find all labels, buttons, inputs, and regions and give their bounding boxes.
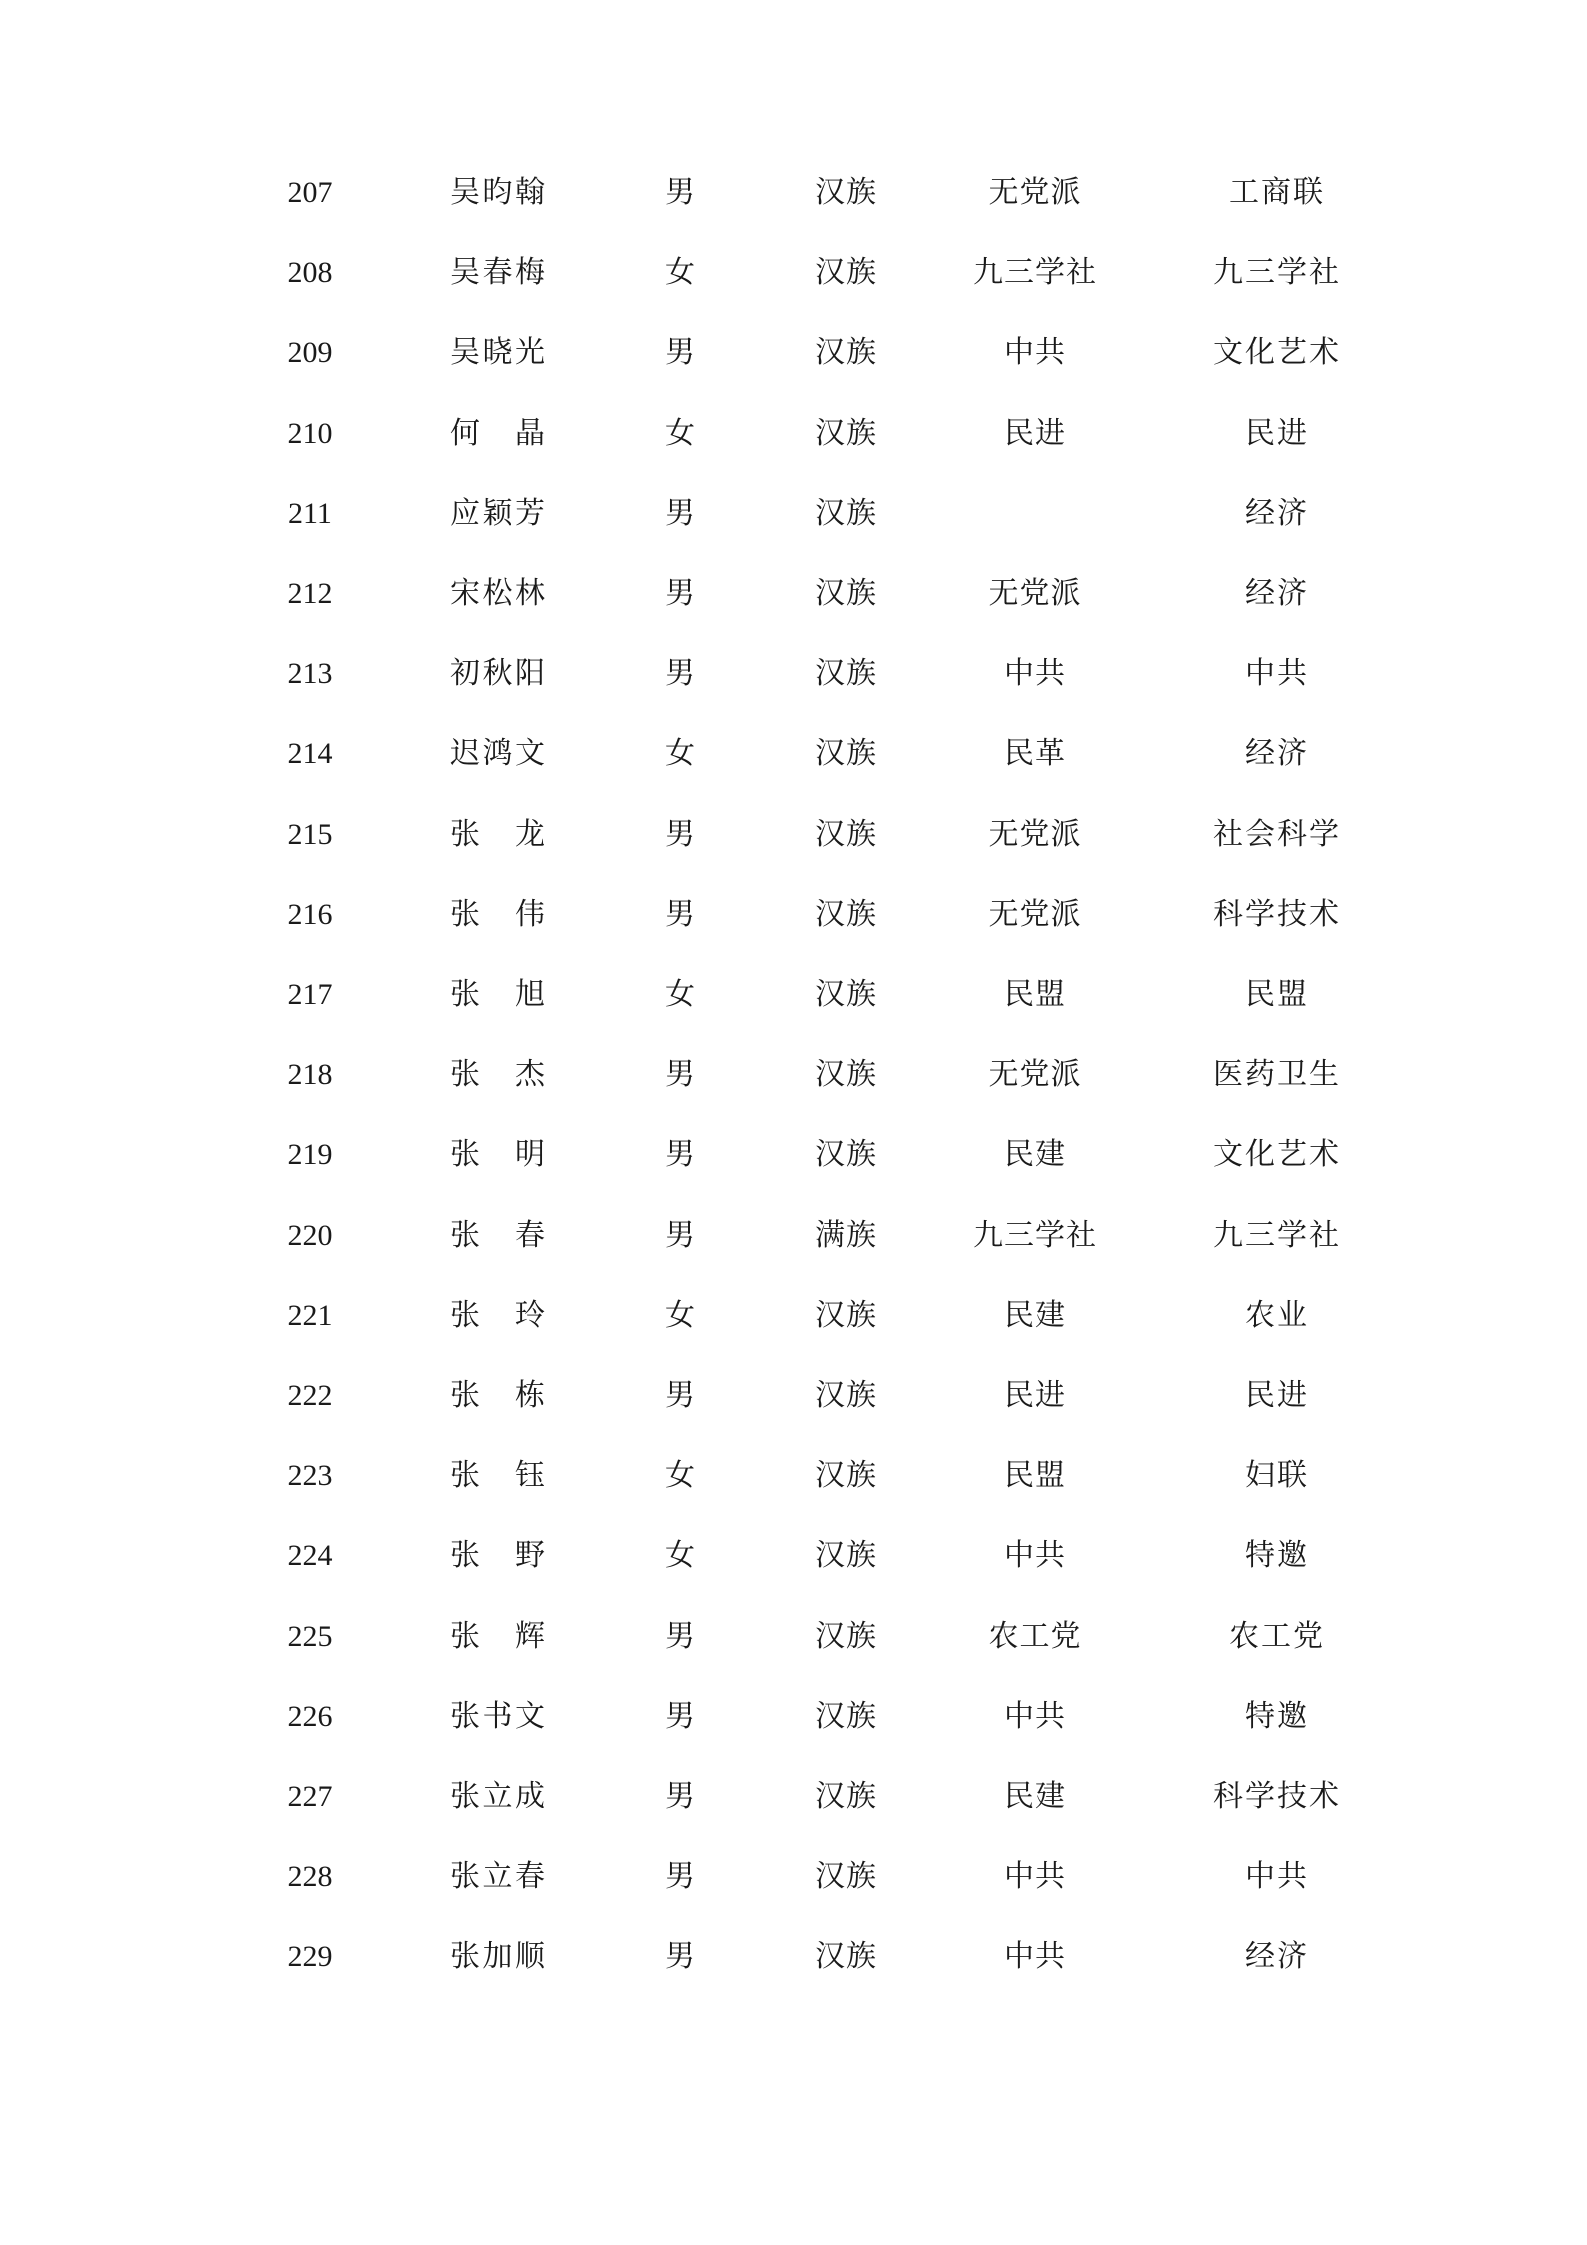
member-name: 吴春梅 <box>450 255 546 291</box>
member-ethnicity: 汉族 <box>815 1378 877 1413</box>
member-party <box>960 474 1110 554</box>
member-name: 应颖芳 <box>450 495 546 531</box>
member-name: 张 旭 <box>450 977 546 1012</box>
member-party: 无党派 <box>988 896 1082 932</box>
member-number: 229 <box>287 1940 333 1974</box>
member-party: 无党派 <box>988 1057 1082 1093</box>
member-name: 何 晶 <box>450 415 546 451</box>
member-sector: 科学技术 <box>1213 896 1341 932</box>
list-item <box>0 1757 1587 1837</box>
member-party: 无党派 <box>988 175 1082 210</box>
member-sector: 社会科学 <box>1213 816 1341 852</box>
member-number: 216 <box>287 897 333 931</box>
member-party: 民进 <box>1004 1378 1066 1413</box>
member-sector: 经济 <box>1245 736 1309 772</box>
list-item <box>0 795 1587 875</box>
member-ethnicity: 汉族 <box>815 576 877 611</box>
list-item <box>0 233 1587 313</box>
member-sector: 中共 <box>1245 1859 1309 1895</box>
member-party: 民建 <box>1004 1137 1066 1173</box>
member-number: 208 <box>287 256 333 290</box>
member-party: 中共 <box>1004 335 1066 371</box>
member-name: 张 杰 <box>450 1057 546 1093</box>
member-sex: 男 <box>665 1057 695 1093</box>
list-item <box>0 313 1587 393</box>
member-number: 211 <box>288 496 332 530</box>
member-sector: 农业 <box>1245 1297 1309 1333</box>
member-number: 226 <box>287 1699 333 1733</box>
member-sex: 男 <box>665 175 695 210</box>
list-item <box>0 955 1587 1035</box>
member-party: 民进 <box>1004 415 1066 451</box>
member-number: 220 <box>287 1218 333 1252</box>
list-item <box>0 1115 1587 1195</box>
member-name: 张 栋 <box>450 1378 546 1413</box>
member-sex: 男 <box>665 1859 695 1895</box>
member-party: 中共 <box>1004 1859 1066 1895</box>
member-number: 209 <box>287 336 333 370</box>
member-sex: 女 <box>665 736 695 772</box>
member-ethnicity: 汉族 <box>815 175 877 210</box>
member-number: 214 <box>287 737 333 771</box>
member-party: 中共 <box>1004 1698 1066 1734</box>
member-sector: 医药卫生 <box>1213 1057 1341 1093</box>
member-ethnicity: 汉族 <box>815 1137 877 1173</box>
member-number: 213 <box>287 657 333 691</box>
member-number: 212 <box>287 577 333 610</box>
member-ethnicity: 汉族 <box>815 335 877 371</box>
member-sector: 中共 <box>1245 656 1309 692</box>
member-sector: 民进 <box>1245 415 1309 451</box>
member-number: 207 <box>287 176 333 209</box>
member-name: 吴晓光 <box>450 335 546 371</box>
member-party: 民盟 <box>1004 1458 1066 1494</box>
member-number: 219 <box>287 1138 333 1172</box>
member-sex: 男 <box>665 1618 695 1654</box>
member-ethnicity: 汉族 <box>815 1779 877 1814</box>
list-item <box>0 1196 1587 1276</box>
member-ethnicity: 汉族 <box>815 1297 877 1333</box>
member-sector: 工商联 <box>1229 175 1325 210</box>
member-party: 民盟 <box>1004 977 1066 1012</box>
member-sector: 特邀 <box>1245 1538 1309 1574</box>
list-item <box>0 714 1587 794</box>
member-number: 217 <box>287 978 333 1011</box>
member-ethnicity: 汉族 <box>815 255 877 291</box>
member-sex: 男 <box>665 1217 695 1253</box>
member-ethnicity: 汉族 <box>815 736 877 772</box>
member-sex: 男 <box>665 1698 695 1734</box>
member-party: 中共 <box>1004 1538 1066 1574</box>
list-item <box>0 1677 1587 1757</box>
member-name: 宋松林 <box>450 576 546 611</box>
member-name: 张立春 <box>450 1859 546 1895</box>
member-sex: 男 <box>665 656 695 692</box>
member-number: 227 <box>287 1780 333 1813</box>
list-item <box>0 1837 1587 1917</box>
member-sex: 男 <box>665 576 695 611</box>
member-party: 民建 <box>1004 1297 1066 1333</box>
member-sector: 文化艺术 <box>1213 1137 1341 1173</box>
member-ethnicity: 汉族 <box>815 816 877 852</box>
member-name: 张 龙 <box>450 816 546 852</box>
member-sex: 女 <box>665 415 695 451</box>
member-ethnicity: 汉族 <box>815 1538 877 1574</box>
member-sector: 经济 <box>1245 576 1309 611</box>
member-ethnicity: 汉族 <box>815 1057 877 1093</box>
list-item <box>0 634 1587 714</box>
member-number: 223 <box>287 1459 333 1493</box>
member-name: 张立成 <box>450 1779 546 1814</box>
list-item <box>0 1597 1587 1677</box>
member-party: 九三学社 <box>973 1217 1097 1253</box>
list-item <box>0 1917 1587 1997</box>
member-sex: 男 <box>665 495 695 531</box>
member-sex: 男 <box>665 816 695 852</box>
member-ethnicity: 汉族 <box>815 1618 877 1654</box>
list-item <box>0 394 1587 474</box>
member-sector: 民盟 <box>1245 977 1309 1012</box>
member-sector: 文化艺术 <box>1213 335 1341 371</box>
member-name: 吴昀翰 <box>450 175 546 210</box>
list-item <box>0 153 1587 233</box>
member-party: 中共 <box>1004 1939 1066 1975</box>
member-sex: 女 <box>665 977 695 1012</box>
member-number: 225 <box>287 1619 333 1653</box>
member-party: 中共 <box>1004 656 1066 692</box>
member-name: 张 辉 <box>450 1618 546 1654</box>
member-sector: 特邀 <box>1245 1698 1309 1734</box>
member-sex: 男 <box>665 1137 695 1173</box>
member-sector: 妇联 <box>1245 1458 1309 1494</box>
member-sector: 农工党 <box>1229 1618 1325 1654</box>
member-ethnicity: 汉族 <box>815 977 877 1012</box>
member-sex: 女 <box>665 1458 695 1494</box>
list-item <box>0 1516 1587 1596</box>
member-sector: 科学技术 <box>1213 1779 1341 1814</box>
member-ethnicity: 汉族 <box>815 656 877 692</box>
member-sex: 女 <box>665 1297 695 1333</box>
member-sex: 女 <box>665 1538 695 1574</box>
member-sector: 经济 <box>1245 495 1309 531</box>
member-name: 张 玲 <box>450 1297 546 1333</box>
member-ethnicity: 汉族 <box>815 1859 877 1895</box>
member-name: 迟鸿文 <box>450 736 546 772</box>
member-ethnicity: 汉族 <box>815 1698 877 1734</box>
member-sex: 男 <box>665 896 695 932</box>
member-ethnicity: 汉族 <box>815 415 877 451</box>
member-number: 221 <box>287 1298 333 1332</box>
member-ethnicity: 汉族 <box>815 1939 877 1975</box>
member-name: 张 明 <box>450 1137 546 1173</box>
member-name: 初秋阳 <box>450 656 546 692</box>
member-sex: 女 <box>665 255 695 291</box>
list-item <box>0 1356 1587 1436</box>
member-number: 228 <box>287 1860 333 1894</box>
member-number: 218 <box>287 1058 333 1092</box>
list-item <box>0 554 1587 634</box>
list-item <box>0 875 1587 955</box>
member-sector: 九三学社 <box>1213 255 1341 291</box>
member-sector: 九三学社 <box>1213 1217 1341 1253</box>
member-party: 九三学社 <box>973 255 1097 291</box>
member-name: 张书文 <box>450 1698 546 1734</box>
member-sex: 男 <box>665 1779 695 1814</box>
member-party: 无党派 <box>988 576 1082 611</box>
member-number: 215 <box>287 817 333 851</box>
member-party: 农工党 <box>988 1618 1082 1654</box>
list-item <box>0 474 1587 554</box>
member-sex: 男 <box>665 335 695 371</box>
member-party: 民建 <box>1004 1779 1066 1814</box>
list-item <box>0 1035 1587 1115</box>
member-ethnicity: 汉族 <box>815 896 877 932</box>
member-sector: 民进 <box>1245 1378 1309 1413</box>
member-ethnicity: 汉族 <box>815 1458 877 1494</box>
member-sex: 男 <box>665 1939 695 1975</box>
list-item <box>0 1436 1587 1516</box>
member-name: 张 伟 <box>450 896 546 932</box>
member-ethnicity: 满族 <box>815 1217 877 1253</box>
member-number: 210 <box>287 416 333 450</box>
member-party: 无党派 <box>988 816 1082 852</box>
member-name: 张加顺 <box>450 1939 546 1975</box>
member-number: 224 <box>287 1539 333 1573</box>
member-name: 张 野 <box>450 1538 546 1574</box>
member-party: 民革 <box>1004 736 1066 772</box>
list-item <box>0 1276 1587 1356</box>
member-number: 222 <box>287 1379 333 1412</box>
member-sex: 男 <box>665 1378 695 1413</box>
member-name: 张 春 <box>450 1217 546 1253</box>
member-name: 张 钰 <box>450 1458 546 1494</box>
member-sector: 经济 <box>1245 1939 1309 1975</box>
member-ethnicity: 汉族 <box>815 495 877 531</box>
